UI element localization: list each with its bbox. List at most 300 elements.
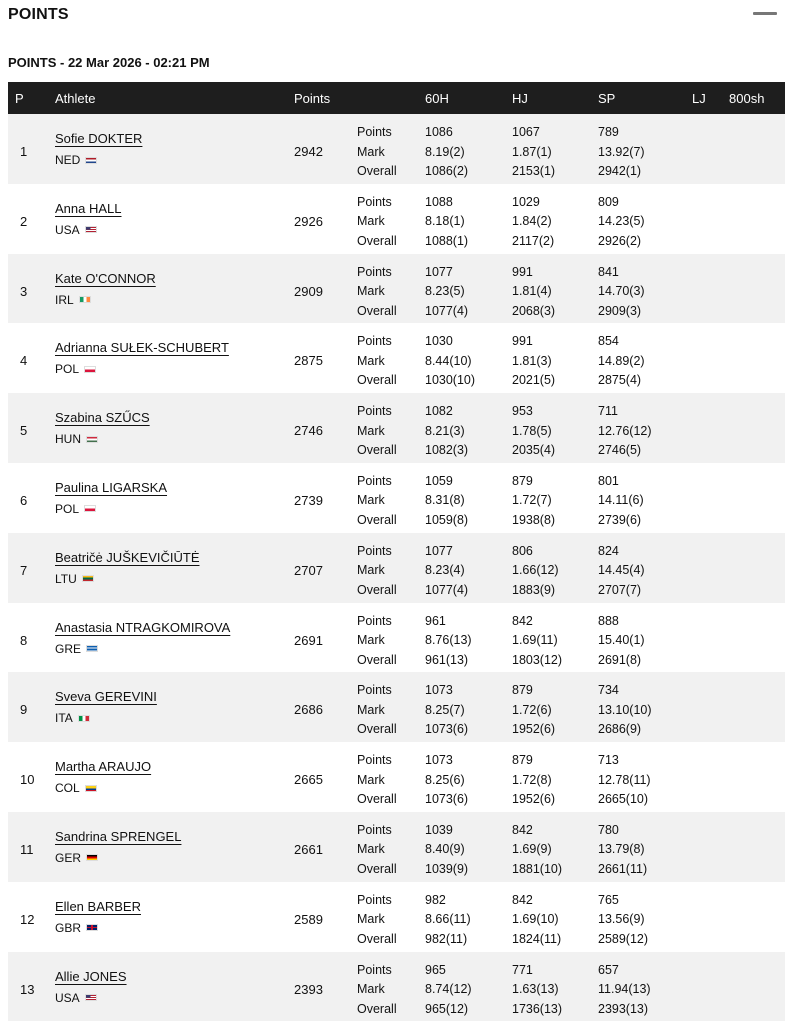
total-points: 2875	[294, 353, 323, 369]
sp-overall: 2746(5)	[598, 443, 642, 458]
hj-overall: 2035(4)	[512, 443, 556, 458]
60h-points: 1030	[425, 334, 453, 349]
60h-mark: 8.25(7)	[425, 702, 465, 717]
label-points: Points	[357, 543, 392, 558]
label-overall: Overall	[357, 443, 397, 458]
event-hj-cell	[512, 123, 555, 182]
label-overall: Overall	[357, 1001, 397, 1016]
table-row	[8, 742, 785, 812]
country-code: POL	[55, 362, 80, 377]
athlete-name-link[interactable]: Anastasia NTRAGKOMIROVA	[55, 619, 231, 635]
athlete-name-link[interactable]: Adrianna SUŁEK-SCHUBERT	[55, 340, 229, 356]
flag-ger-icon	[86, 854, 98, 861]
60h-overall: 965(12)	[425, 1001, 469, 1016]
hj-mark: 1.84(2)	[512, 214, 552, 229]
hj-points: 879	[512, 473, 533, 488]
col-header-60h: 60H	[425, 91, 449, 106]
athlete-country	[55, 153, 97, 167]
country-code: USA	[55, 222, 80, 237]
flag-ltu-icon	[82, 575, 94, 582]
table-row	[8, 603, 785, 673]
event-hj-cell	[512, 472, 555, 531]
row-labels	[357, 612, 397, 671]
flag-pol-icon	[84, 505, 96, 512]
label-overall: Overall	[357, 722, 397, 737]
60h-overall: 1088(1)	[425, 233, 469, 248]
table-row	[8, 323, 785, 393]
event-sp-cell	[598, 472, 644, 531]
60h-overall: 1059(8)	[425, 512, 469, 527]
label-mark: Mark	[357, 912, 385, 927]
60h-mark: 8.66(11)	[425, 912, 471, 927]
sp-overall: 2686(9)	[598, 722, 642, 737]
athlete-country	[55, 572, 94, 586]
col-header-hj: HJ	[512, 91, 528, 106]
table-body	[8, 114, 785, 1021]
row-labels	[357, 542, 397, 601]
event-hj-cell	[512, 681, 555, 740]
sp-points: 824	[598, 543, 619, 558]
60h-points: 982	[425, 892, 446, 907]
sp-overall: 2739(6)	[598, 512, 642, 527]
table-header	[8, 82, 785, 114]
label-mark: Mark	[357, 423, 385, 438]
60h-points: 1088	[425, 194, 453, 209]
label-mark: Mark	[357, 214, 385, 229]
label-overall: Overall	[357, 931, 397, 946]
rank: 5	[20, 423, 28, 439]
sp-overall: 2707(7)	[598, 582, 642, 597]
col-header-lj: LJ	[692, 91, 706, 106]
table-row	[8, 812, 785, 882]
label-points: Points	[357, 473, 392, 488]
60h-points: 1086	[425, 125, 453, 139]
60h-overall: 1073(6)	[425, 792, 469, 807]
sp-mark: 13.79(8)	[598, 842, 645, 857]
event-hj-cell	[512, 542, 559, 601]
label-overall: Overall	[357, 303, 397, 318]
sp-mark: 13.56(9)	[598, 912, 645, 927]
row-labels	[357, 332, 397, 391]
sp-mark: 12.76(12)	[598, 423, 652, 438]
label-overall: Overall	[357, 582, 397, 597]
event-hj-cell	[512, 961, 562, 1020]
60h-points: 1073	[425, 683, 453, 698]
sp-mark: 13.10(10)	[598, 702, 652, 717]
label-mark: Mark	[357, 702, 385, 717]
rank: 3	[20, 283, 28, 299]
60h-overall: 961(13)	[425, 652, 469, 667]
event-60h-cell	[425, 193, 468, 252]
points-table	[8, 82, 785, 1021]
hj-points: 991	[512, 264, 533, 279]
hj-overall: 1824(11)	[512, 931, 562, 946]
hj-mark: 1.66(12)	[512, 563, 559, 578]
label-overall: Overall	[357, 373, 397, 388]
event-60h-cell	[425, 751, 468, 810]
rank: 10	[20, 772, 35, 788]
sp-mark: 14.11(6)	[598, 493, 644, 508]
label-overall: Overall	[357, 512, 397, 527]
col-header-athlete: Athlete	[55, 91, 96, 106]
hj-points: 991	[512, 334, 533, 349]
country-code: USA	[55, 990, 80, 1005]
sp-mark: 11.94(13)	[598, 982, 651, 997]
sp-points: 809	[598, 194, 619, 209]
60h-points: 1059	[425, 473, 453, 488]
label-mark: Mark	[357, 493, 385, 508]
60h-mark: 8.44(10)	[425, 353, 472, 368]
hj-mark: 1.72(7)	[512, 493, 552, 508]
row-labels	[357, 472, 397, 531]
total-points: 2739	[294, 492, 323, 508]
section-header	[0, 0, 785, 46]
sp-points: 711	[598, 404, 618, 419]
country-code: HUN	[55, 432, 81, 447]
label-mark: Mark	[357, 772, 385, 787]
table-row	[8, 463, 785, 533]
col-header-800sh: 800sh	[729, 91, 765, 106]
athlete-name-link[interactable]: Sandrina SPRENGEL	[55, 828, 182, 844]
sp-mark: 14.89(2)	[598, 353, 645, 368]
label-mark: Mark	[357, 563, 385, 578]
label-points: Points	[357, 334, 392, 349]
event-60h-cell	[425, 542, 468, 601]
rank: 6	[20, 492, 28, 508]
sp-overall: 2909(3)	[598, 303, 642, 318]
athlete-name-link[interactable]: Sofie DOKTER	[55, 131, 143, 146]
60h-overall: 1086(2)	[425, 164, 469, 178]
sp-points: 888	[598, 613, 619, 628]
event-60h-cell	[425, 402, 468, 461]
60h-mark: 8.23(5)	[425, 284, 465, 299]
sp-overall: 2665(10)	[598, 792, 649, 807]
row-labels	[357, 751, 397, 810]
event-60h-cell	[425, 681, 468, 740]
event-hj-cell	[512, 891, 561, 950]
label-mark: Mark	[357, 633, 385, 648]
60h-points: 1077	[425, 543, 453, 558]
sp-points: 854	[598, 334, 619, 349]
row-labels	[357, 193, 397, 252]
event-60h-cell	[425, 123, 468, 182]
event-sp-cell	[598, 263, 645, 322]
sp-mark: 15.40(1)	[598, 633, 645, 648]
flag-hun-icon	[86, 436, 98, 443]
60h-points: 965	[425, 962, 446, 977]
sp-mark: 14.23(5)	[598, 214, 645, 229]
hj-overall: 2117(2)	[512, 233, 555, 248]
flag-irl-icon	[79, 296, 91, 303]
hj-points: 842	[512, 822, 533, 837]
col-header-position: P	[15, 91, 24, 106]
sp-overall: 2589(12)	[598, 931, 649, 946]
60h-overall: 1039(9)	[425, 861, 469, 876]
total-points: 2909	[294, 283, 323, 299]
hj-points: 771	[512, 962, 533, 977]
row-labels	[357, 402, 397, 461]
hj-mark: 1.81(3)	[512, 353, 552, 368]
table-row	[8, 882, 785, 952]
hj-points: 879	[512, 683, 533, 698]
table-row	[8, 393, 785, 463]
event-hj-cell	[512, 263, 555, 322]
rank: 7	[20, 562, 28, 578]
table-row	[8, 952, 785, 1022]
event-hj-cell	[512, 193, 554, 252]
60h-mark: 8.18(1)	[425, 214, 465, 229]
sp-points: 841	[598, 264, 619, 279]
event-hj-cell	[512, 821, 562, 880]
country-code: GBR	[55, 920, 82, 935]
table-row	[8, 254, 785, 324]
60h-mark: 8.21(3)	[425, 423, 465, 438]
total-points: 2691	[294, 632, 323, 648]
60h-points: 1039	[425, 822, 453, 837]
sp-points: 789	[598, 125, 619, 139]
event-sp-cell	[598, 612, 645, 671]
total-points: 2686	[294, 702, 323, 718]
label-mark: Mark	[357, 982, 385, 997]
athlete-name-link[interactable]: Martha ARAUJO	[55, 759, 152, 775]
sp-points: 780	[598, 822, 619, 837]
sp-points: 713	[598, 753, 619, 768]
60h-overall: 1030(10)	[425, 373, 476, 388]
hj-points: 1067	[512, 125, 540, 139]
label-points: Points	[357, 613, 392, 628]
hj-points: 879	[512, 753, 533, 768]
hj-mark: 1.72(6)	[512, 702, 552, 717]
table-row	[8, 533, 785, 603]
total-points: 2926	[294, 213, 323, 229]
event-sp-cell	[598, 891, 648, 950]
label-points: Points	[357, 822, 392, 837]
hj-mark: 1.69(9)	[512, 842, 552, 857]
label-points: Points	[357, 753, 392, 768]
table-row	[8, 114, 785, 184]
event-60h-cell	[425, 263, 468, 322]
athlete-name-link[interactable]: Kate O'CONNOR	[55, 270, 156, 286]
total-points: 2746	[294, 423, 323, 439]
sp-overall: 2661(11)	[598, 861, 648, 876]
hj-mark: 1.78(5)	[512, 423, 552, 438]
event-sp-cell	[598, 961, 651, 1020]
athlete-country	[55, 293, 91, 307]
label-overall: Overall	[357, 792, 397, 807]
event-60h-cell	[425, 332, 475, 391]
60h-overall: 982(11)	[425, 931, 468, 946]
60h-overall: 1077(4)	[425, 303, 469, 318]
hj-overall: 1736(13)	[512, 1001, 563, 1016]
row-labels	[357, 123, 397, 182]
60h-mark: 8.76(13)	[425, 633, 472, 648]
hj-points: 842	[512, 613, 533, 628]
label-points: Points	[357, 892, 392, 907]
athlete-name-link[interactable]: Ellen BARBER	[55, 898, 141, 914]
60h-points: 1073	[425, 753, 453, 768]
rank: 4	[20, 353, 28, 369]
hj-overall: 1952(6)	[512, 722, 556, 737]
flag-ita-icon	[78, 715, 90, 722]
hj-mark: 1.87(1)	[512, 144, 552, 159]
60h-points: 961	[425, 613, 446, 628]
label-mark: Mark	[357, 353, 385, 368]
hj-mark: 1.81(4)	[512, 284, 552, 299]
athlete-country	[55, 921, 98, 935]
row-labels	[357, 961, 397, 1020]
label-points: Points	[357, 683, 392, 698]
60h-points: 1082	[425, 404, 453, 419]
sp-mark: 12.78(11)	[598, 772, 651, 787]
label-overall: Overall	[357, 164, 397, 178]
event-60h-cell	[425, 821, 468, 880]
row-labels	[357, 681, 397, 740]
flag-ned-icon	[85, 157, 97, 164]
athlete-country	[55, 642, 98, 656]
event-sp-cell	[598, 542, 645, 601]
event-hj-cell	[512, 402, 555, 461]
sp-points: 657	[598, 962, 619, 977]
hj-mark: 1.69(11)	[512, 633, 558, 648]
event-hj-cell	[512, 332, 555, 391]
60h-mark: 8.25(6)	[425, 772, 465, 787]
row-labels	[357, 891, 397, 950]
rank: 2	[20, 213, 28, 229]
event-60h-cell	[425, 891, 471, 950]
event-sp-cell	[598, 402, 652, 461]
rank: 1	[20, 144, 28, 159]
flag-gre-icon	[86, 645, 98, 652]
event-60h-cell	[425, 472, 468, 531]
hj-overall: 1803(12)	[512, 652, 563, 667]
60h-overall: 1077(4)	[425, 582, 469, 597]
hj-overall: 2021(5)	[512, 373, 556, 388]
collapse-minus-icon[interactable]	[753, 12, 777, 15]
label-points: Points	[357, 194, 392, 209]
event-hj-cell	[512, 612, 562, 671]
sp-overall: 2875(4)	[598, 373, 642, 388]
athlete-country	[55, 711, 90, 725]
total-points: 2661	[294, 841, 323, 857]
table-row	[8, 184, 785, 254]
hj-points: 806	[512, 543, 533, 558]
60h-overall: 1073(6)	[425, 722, 469, 737]
label-mark: Mark	[357, 842, 385, 857]
event-hj-cell	[512, 751, 555, 810]
hj-points: 842	[512, 892, 533, 907]
country-code: LTU	[55, 571, 77, 586]
sp-mark: 14.45(4)	[598, 563, 645, 578]
sp-mark: 13.92(7)	[598, 144, 645, 159]
total-points: 2942	[294, 144, 323, 159]
60h-mark: 8.74(12)	[425, 982, 472, 997]
athlete-country	[55, 991, 97, 1005]
hj-mark: 1.72(8)	[512, 772, 552, 787]
60h-points: 1077	[425, 264, 453, 279]
event-60h-cell	[425, 961, 472, 1020]
sp-mark: 14.70(3)	[598, 284, 645, 299]
col-header-points: Points	[294, 91, 331, 106]
flag-usa-icon	[85, 226, 97, 233]
label-points: Points	[357, 125, 392, 139]
col-header-sp: SP	[598, 91, 616, 106]
label-mark: Mark	[357, 284, 385, 299]
sp-points: 765	[598, 892, 619, 907]
country-code: GRE	[55, 641, 82, 656]
rank: 11	[20, 841, 34, 857]
event-sp-cell	[598, 751, 651, 810]
event-sp-cell	[598, 332, 645, 391]
table-row	[8, 672, 785, 742]
total-points: 2393	[294, 981, 323, 997]
event-60h-cell	[425, 612, 472, 671]
hj-points: 953	[512, 404, 533, 419]
60h-mark: 8.19(2)	[425, 144, 465, 159]
total-points: 2665	[294, 772, 323, 788]
athlete-name-link[interactable]: Paulina LIGARSKA	[55, 479, 168, 495]
event-sp-cell	[598, 193, 645, 252]
athlete-name-link[interactable]: Anna HALL	[55, 200, 122, 216]
hj-points: 1029	[512, 194, 540, 209]
hj-overall: 2153(1)	[512, 164, 556, 178]
athlete-name-link[interactable]: Beatričė JUŠKEVIČIŪTĖ	[55, 549, 200, 565]
country-code: GER	[55, 850, 82, 865]
label-overall: Overall	[357, 652, 397, 667]
event-sp-cell	[598, 681, 652, 740]
country-code: POL	[55, 501, 80, 516]
hj-overall: 1883(9)	[512, 582, 556, 597]
country-code: COL	[55, 781, 80, 796]
section-title: POINTS	[8, 6, 69, 23]
label-points: Points	[357, 404, 392, 419]
total-points: 2707	[294, 562, 323, 578]
hj-overall: 1952(6)	[512, 792, 556, 807]
hj-overall: 2068(3)	[512, 303, 556, 318]
label-points: Points	[357, 264, 392, 279]
sp-overall: 2691(8)	[598, 652, 642, 667]
flag-gbr-icon	[86, 924, 98, 931]
rank: 13	[20, 981, 35, 997]
hj-overall: 1938(8)	[512, 512, 556, 527]
athlete-country	[55, 502, 96, 516]
athlete-country	[55, 781, 97, 795]
rank: 9	[20, 702, 28, 718]
60h-overall: 1082(3)	[425, 443, 469, 458]
country-code: NED	[55, 153, 81, 167]
label-overall: Overall	[357, 233, 397, 248]
flag-pol-icon	[84, 366, 96, 373]
rank: 12	[20, 911, 35, 927]
rank: 8	[20, 632, 28, 648]
country-code: ITA	[55, 711, 73, 726]
athlete-name-link[interactable]: Sveva GEREVINI	[55, 689, 157, 705]
results-timestamp: POINTS - 22 Mar 2026 - 02:21 PM	[8, 55, 210, 70]
row-labels	[357, 821, 397, 880]
athlete-name-link[interactable]: Szabina SZŰCS	[55, 410, 150, 426]
hj-overall: 1881(10)	[512, 861, 563, 876]
total-points: 2589	[294, 911, 323, 927]
row-labels	[357, 263, 397, 322]
60h-mark: 8.40(9)	[425, 842, 465, 857]
athlete-name-link[interactable]: Allie JONES	[55, 968, 127, 984]
label-overall: Overall	[357, 861, 397, 876]
hj-mark: 1.63(13)	[512, 982, 559, 997]
hj-mark: 1.69(10)	[512, 912, 559, 927]
sp-overall: 2942(1)	[598, 164, 642, 178]
event-sp-cell	[598, 123, 645, 182]
athlete-country	[55, 223, 97, 237]
flag-col-icon	[85, 785, 97, 792]
